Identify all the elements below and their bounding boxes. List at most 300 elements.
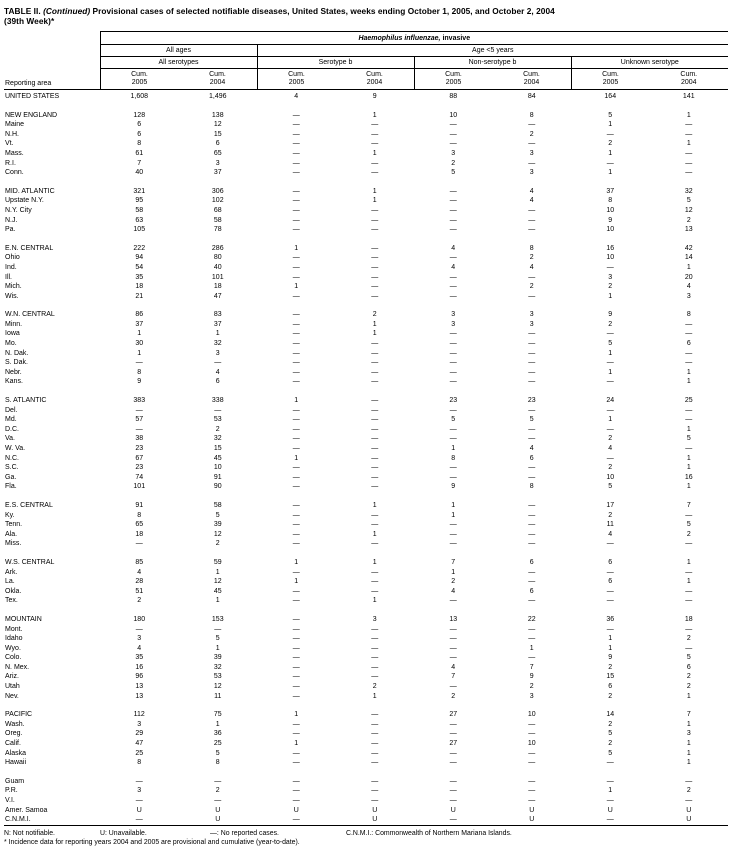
column-subgroup-header: Unknown serotype xyxy=(571,57,728,69)
value-cell: — xyxy=(449,140,457,148)
table-number: TABLE II. xyxy=(4,6,41,16)
value-cell: 15 xyxy=(606,673,615,681)
value-cell: 65 xyxy=(135,521,144,529)
value-cell: — xyxy=(292,473,300,481)
value-cell: 27 xyxy=(449,740,458,748)
reporting-area-cell: C.N.M.I. xyxy=(5,816,31,824)
value-cell: 36 xyxy=(213,730,222,738)
value-cell: 25 xyxy=(213,740,222,748)
value-cell: 27 xyxy=(449,711,458,719)
value-cell: — xyxy=(449,720,457,728)
reporting-area-cell: Nev. xyxy=(5,692,19,700)
reporting-area-cell: Mass. xyxy=(5,149,24,157)
value-cell: 1 xyxy=(372,501,377,509)
reporting-area-cell: N.C. xyxy=(5,454,19,462)
value-cell: 10 xyxy=(606,206,615,214)
value-cell: — xyxy=(685,597,693,605)
column-group-header: Age <5 years xyxy=(257,45,728,57)
value-cell: — xyxy=(292,368,300,376)
value-cell: — xyxy=(371,654,379,662)
value-cell: — xyxy=(685,121,693,129)
value-cell: 1 xyxy=(608,169,613,177)
value-cell: 6 xyxy=(608,578,613,586)
value-cell: 35 xyxy=(135,654,144,662)
value-cell: 6 xyxy=(137,130,142,138)
value-cell: 1 xyxy=(215,720,220,728)
value-cell: 3 xyxy=(529,149,534,157)
table-row xyxy=(4,339,728,349)
value-cell: 6 xyxy=(686,663,691,671)
value-cell: 15 xyxy=(213,445,222,452)
reporting-area-cell: N. Mex. xyxy=(5,663,30,671)
value-cell: 1 xyxy=(294,740,299,748)
column-subgroup-header: Non-serotype b xyxy=(414,57,571,69)
value-cell: — xyxy=(449,283,457,291)
table-row xyxy=(4,444,728,454)
value-cell: — xyxy=(371,720,379,728)
value-cell: — xyxy=(214,359,222,367)
value-cell: 1 xyxy=(294,578,299,586)
value-cell: 2 xyxy=(608,320,613,328)
value-cell: 3 xyxy=(529,169,534,177)
table-row xyxy=(4,320,728,330)
reporting-area-cell: Iowa xyxy=(5,330,20,338)
table-row xyxy=(4,425,728,435)
reporting-area-cell: Va. xyxy=(5,435,15,443)
value-cell: 96 xyxy=(135,673,144,681)
value-cell: 8 xyxy=(215,759,220,767)
value-cell: — xyxy=(606,330,614,338)
value-cell: 11 xyxy=(214,692,222,700)
value-cell: 9 xyxy=(372,93,377,100)
table-row xyxy=(4,520,728,530)
table-row xyxy=(4,539,728,549)
notifiable-diseases-table xyxy=(4,31,728,826)
value-cell: — xyxy=(528,292,536,300)
table-row xyxy=(4,473,728,483)
table-row xyxy=(4,358,728,368)
value-cell: 39 xyxy=(213,654,222,662)
value-cell: 40 xyxy=(213,263,222,271)
value-cell: 29 xyxy=(135,730,144,738)
value-cell: 23 xyxy=(527,397,536,405)
reporting-area-cell: S. ATLANTIC xyxy=(5,397,47,405)
table-title xyxy=(4,6,728,26)
column-header: Cum. 2004 xyxy=(650,69,729,90)
value-cell: — xyxy=(292,483,300,491)
value-cell: — xyxy=(528,359,536,367)
value-cell: 32 xyxy=(213,340,222,348)
value-cell: — xyxy=(371,254,379,262)
value-cell: 1 xyxy=(372,187,377,195)
value-cell: 1 xyxy=(686,368,691,376)
value-cell: 4 xyxy=(529,263,534,271)
value-cell: — xyxy=(685,320,693,328)
value-cell: — xyxy=(292,530,300,538)
value-cell: 4 xyxy=(451,244,456,252)
value-cell: — xyxy=(685,625,693,633)
value-cell: 3 xyxy=(451,320,456,328)
value-cell: — xyxy=(449,197,457,205)
value-cell: 2 xyxy=(215,425,220,433)
value-cell: — xyxy=(528,511,536,519)
value-cell: 37 xyxy=(606,187,615,195)
value-cell: 5 xyxy=(451,169,456,177)
value-cell: 3 xyxy=(215,159,220,167)
value-cell: 10 xyxy=(606,473,615,481)
value-cell: 153 xyxy=(211,615,224,623)
reporting-area-cell: La. xyxy=(5,578,15,586)
value-cell: 1 xyxy=(686,454,691,462)
value-cell: 1 xyxy=(608,292,613,300)
value-cell: — xyxy=(371,663,379,671)
table-row xyxy=(4,663,728,673)
value-cell: — xyxy=(292,435,300,443)
value-cell: 10 xyxy=(606,254,615,262)
value-cell: — xyxy=(292,692,300,700)
value-cell: 5 xyxy=(215,749,220,757)
value-cell: — xyxy=(292,720,300,728)
table-row xyxy=(4,796,728,806)
value-cell: 32 xyxy=(213,435,222,443)
value-cell: — xyxy=(528,464,536,472)
value-cell: 6 xyxy=(529,587,534,595)
value-cell: 6 xyxy=(529,558,534,566)
value-cell: 4 xyxy=(215,368,220,376)
value-cell: — xyxy=(292,111,300,119)
value-cell: 12 xyxy=(684,206,693,214)
value-cell: — xyxy=(371,206,379,214)
value-cell: 2 xyxy=(451,692,456,700)
value-cell: — xyxy=(292,187,300,195)
value-cell: — xyxy=(371,578,379,586)
value-cell: — xyxy=(449,683,457,691)
value-cell: — xyxy=(685,644,693,652)
value-cell: 3 xyxy=(451,311,456,319)
table-row xyxy=(4,568,728,578)
value-cell: — xyxy=(449,187,457,195)
value-cell: 16 xyxy=(606,244,615,252)
value-cell: 80 xyxy=(213,254,222,262)
value-cell: — xyxy=(685,540,693,548)
table-row xyxy=(4,634,728,644)
value-cell: — xyxy=(214,406,222,414)
value-cell: — xyxy=(685,406,693,414)
reporting-area-cell: Ga. xyxy=(5,473,17,481)
value-cell: — xyxy=(449,759,457,767)
value-cell: 1 xyxy=(686,140,691,148)
value-cell: — xyxy=(292,273,300,281)
value-cell: — xyxy=(292,149,300,157)
value-cell: 16 xyxy=(135,663,144,671)
value-cell: 4 xyxy=(294,93,299,100)
value-cell: 1 xyxy=(215,597,220,605)
disease-name-header xyxy=(100,32,728,45)
column-header: Cum. 2005 xyxy=(571,69,650,90)
reporting-area-cell: Fla. xyxy=(5,483,17,491)
value-cell: 2 xyxy=(451,159,456,167)
value-cell: 1 xyxy=(686,464,691,472)
table-row xyxy=(4,415,728,425)
value-cell: 23 xyxy=(135,464,144,472)
value-cell: — xyxy=(371,730,379,738)
value-cell: 222 xyxy=(133,244,146,252)
value-cell: — xyxy=(292,540,300,548)
value-cell: — xyxy=(528,140,536,148)
value-cell: 28 xyxy=(135,578,144,586)
table-row xyxy=(4,806,728,816)
value-cell: 2 xyxy=(372,311,377,319)
value-cell: — xyxy=(292,625,300,633)
value-cell: 6 xyxy=(529,454,534,462)
column-group-header: All ages xyxy=(100,45,257,57)
value-cell: — xyxy=(371,711,379,719)
value-cell: — xyxy=(371,121,379,129)
reporting-area-cell: Ariz. xyxy=(5,673,19,681)
value-cell: 84 xyxy=(527,93,536,100)
value-cell: 3 xyxy=(137,720,142,728)
value-cell: 74 xyxy=(135,473,144,481)
value-cell: — xyxy=(292,406,300,414)
value-cell: 78 xyxy=(213,226,222,234)
value-cell: — xyxy=(528,568,536,576)
value-cell: 36 xyxy=(606,615,615,623)
value-cell: 3 xyxy=(608,273,613,281)
value-cell: 1 xyxy=(451,568,456,576)
value-cell: — xyxy=(528,777,536,785)
value-cell: 8 xyxy=(137,511,142,519)
value-cell: 1 xyxy=(294,283,299,291)
value-cell: — xyxy=(528,540,536,548)
value-cell: — xyxy=(528,597,536,605)
value-cell: — xyxy=(371,635,379,643)
reporting-area-cell: Maine xyxy=(5,121,25,129)
value-cell: — xyxy=(214,625,222,633)
reporting-area-cell: R.I. xyxy=(5,159,16,167)
value-cell: — xyxy=(371,226,379,234)
value-cell: 1 xyxy=(451,501,456,509)
value-cell: 1 xyxy=(686,558,691,566)
table-row xyxy=(4,758,728,768)
value-cell: — xyxy=(528,787,536,795)
table-row xyxy=(4,692,728,702)
table-row xyxy=(4,235,728,254)
value-cell: 12 xyxy=(213,578,222,586)
value-cell: 2 xyxy=(686,216,691,224)
value-cell: — xyxy=(528,340,536,348)
value-cell: 21 xyxy=(135,292,144,300)
value-cell: 5 xyxy=(686,197,691,205)
reporting-area-cell: N. Dak. xyxy=(5,349,29,357)
value-cell: 39 xyxy=(213,521,222,529)
value-cell: 91 xyxy=(135,501,144,509)
value-cell: 8 xyxy=(529,111,534,119)
reporting-area-cell: E.S. CENTRAL xyxy=(5,501,53,509)
value-cell: 3 xyxy=(137,787,142,795)
value-cell: 6 xyxy=(137,121,142,129)
reporting-area-cell: Mo. xyxy=(5,340,17,348)
value-cell: — xyxy=(449,206,457,214)
value-cell: — xyxy=(292,359,300,367)
reporting-area-cell: Ind. xyxy=(5,263,17,271)
table-row xyxy=(4,282,728,292)
value-cell: 138 xyxy=(211,111,224,119)
reporting-area-cell: N.Y. City xyxy=(5,206,32,214)
value-cell: 83 xyxy=(213,311,222,319)
reporting-area-cell: Hawaii xyxy=(5,759,27,767)
value-cell: U xyxy=(293,806,299,814)
value-cell: — xyxy=(371,368,379,376)
value-cell: — xyxy=(528,501,536,509)
reporting-area-cell: N.H. xyxy=(5,130,19,138)
value-cell: 128 xyxy=(133,111,146,119)
table-row xyxy=(4,90,728,102)
value-cell: — xyxy=(371,749,379,757)
value-cell: — xyxy=(292,777,300,785)
value-cell: 54 xyxy=(135,263,144,271)
table-row xyxy=(4,292,728,302)
reporting-area-cell: Utah xyxy=(5,683,20,691)
value-cell: — xyxy=(449,816,457,824)
title-continued: (Continued) xyxy=(40,6,91,16)
reporting-area-cell: V.I. xyxy=(5,797,15,804)
value-cell: 101 xyxy=(211,273,224,281)
value-cell: 1 xyxy=(608,787,613,795)
table-row xyxy=(4,454,728,464)
value-cell: 321 xyxy=(133,187,146,195)
reporting-area-cell: Pa. xyxy=(5,226,16,234)
value-cell: — xyxy=(606,777,614,785)
value-cell: — xyxy=(135,777,143,785)
value-cell: 8 xyxy=(137,140,142,148)
value-cell: — xyxy=(371,644,379,652)
value-cell: — xyxy=(292,320,300,328)
value-cell: 23 xyxy=(135,445,144,452)
value-cell: — xyxy=(449,425,457,433)
value-cell: 5 xyxy=(608,483,613,491)
reporting-area-cell: Upstate N.Y. xyxy=(5,197,44,205)
table-row xyxy=(4,130,728,140)
value-cell: 1 xyxy=(686,425,691,433)
reporting-area-cell: Wash. xyxy=(5,720,25,728)
column-header: Cum. 2004 xyxy=(493,69,572,90)
table-row xyxy=(4,768,728,787)
table-row xyxy=(4,786,728,796)
value-cell: — xyxy=(449,349,457,357)
table-row xyxy=(4,549,728,568)
table-row xyxy=(4,653,728,663)
value-cell: 1 xyxy=(137,349,142,357)
reporting-area-cell: Ohio xyxy=(5,254,20,262)
value-cell: — xyxy=(528,159,536,167)
value-cell: — xyxy=(371,273,379,281)
reporting-area-cell: Kans. xyxy=(5,378,23,386)
value-cell: 9 xyxy=(608,311,613,319)
value-cell: 4 xyxy=(608,530,613,538)
value-cell: U xyxy=(529,816,535,824)
value-cell: 5 xyxy=(529,416,534,424)
value-cell: — xyxy=(528,473,536,481)
value-cell: 105 xyxy=(133,226,146,234)
value-cell: — xyxy=(606,454,614,462)
value-cell: 57 xyxy=(135,416,144,424)
value-cell: — xyxy=(528,749,536,757)
value-cell: 22 xyxy=(527,615,536,623)
value-cell: 1 xyxy=(529,644,534,652)
value-cell: 3 xyxy=(215,349,220,357)
value-cell: 2 xyxy=(608,720,613,728)
value-cell: 32 xyxy=(684,187,693,195)
reporting-area-cell: Mont. xyxy=(5,625,23,633)
value-cell: 1 xyxy=(294,454,299,462)
table-row xyxy=(4,815,728,825)
value-cell: — xyxy=(371,797,379,804)
value-cell: 10 xyxy=(449,111,458,119)
value-cell: — xyxy=(292,635,300,643)
value-cell: 15 xyxy=(213,130,222,138)
value-cell: 9 xyxy=(608,216,613,224)
value-cell: — xyxy=(528,349,536,357)
value-cell: 13 xyxy=(135,683,144,691)
reporting-area-cell: W.N. CENTRAL xyxy=(5,311,55,319)
value-cell: — xyxy=(528,654,536,662)
value-cell: 17 xyxy=(606,501,615,509)
reporting-area-cell: Okla. xyxy=(5,587,22,595)
value-cell: — xyxy=(371,159,379,167)
table-row xyxy=(4,644,728,654)
value-cell: 40 xyxy=(135,169,144,177)
value-cell: 8 xyxy=(686,311,691,319)
title-week-label: (39th Week)* xyxy=(4,16,55,26)
value-cell: 2 xyxy=(686,635,691,643)
value-cell: — xyxy=(606,597,614,605)
value-cell: — xyxy=(606,759,614,767)
value-cell: — xyxy=(528,226,536,234)
reporting-area-cell: MOUNTAIN xyxy=(5,615,42,623)
value-cell: 16 xyxy=(684,473,693,481)
value-cell: — xyxy=(135,359,143,367)
value-cell: 1 xyxy=(372,692,377,700)
reporting-area-label: Reporting area xyxy=(5,80,52,87)
value-cell: 4 xyxy=(529,445,534,452)
value-cell: — xyxy=(371,359,379,367)
value-cell: 7 xyxy=(529,663,534,671)
value-cell: 2 xyxy=(686,673,691,681)
value-cell: 90 xyxy=(213,483,222,491)
value-cell: 4 xyxy=(137,568,142,576)
table-body xyxy=(4,90,728,826)
value-cell: 11 xyxy=(606,521,614,529)
value-cell: 6 xyxy=(215,378,220,386)
value-cell: 2 xyxy=(215,787,220,795)
value-cell: U xyxy=(686,806,692,814)
value-cell: — xyxy=(528,720,536,728)
reporting-area-cell: Ill. xyxy=(5,273,12,281)
value-cell: — xyxy=(292,730,300,738)
value-cell: U xyxy=(372,816,378,824)
reporting-area-cell: Wyo. xyxy=(5,644,21,652)
value-cell: 2 xyxy=(686,787,691,795)
value-cell: 4 xyxy=(451,587,456,595)
value-cell: 65 xyxy=(213,149,222,157)
value-cell: 141 xyxy=(682,93,695,100)
value-cell: — xyxy=(371,169,379,177)
value-cell: 1 xyxy=(215,330,220,338)
value-cell: — xyxy=(685,445,693,452)
value-cell: — xyxy=(371,349,379,357)
table-row xyxy=(4,253,728,263)
value-cell: — xyxy=(292,521,300,529)
